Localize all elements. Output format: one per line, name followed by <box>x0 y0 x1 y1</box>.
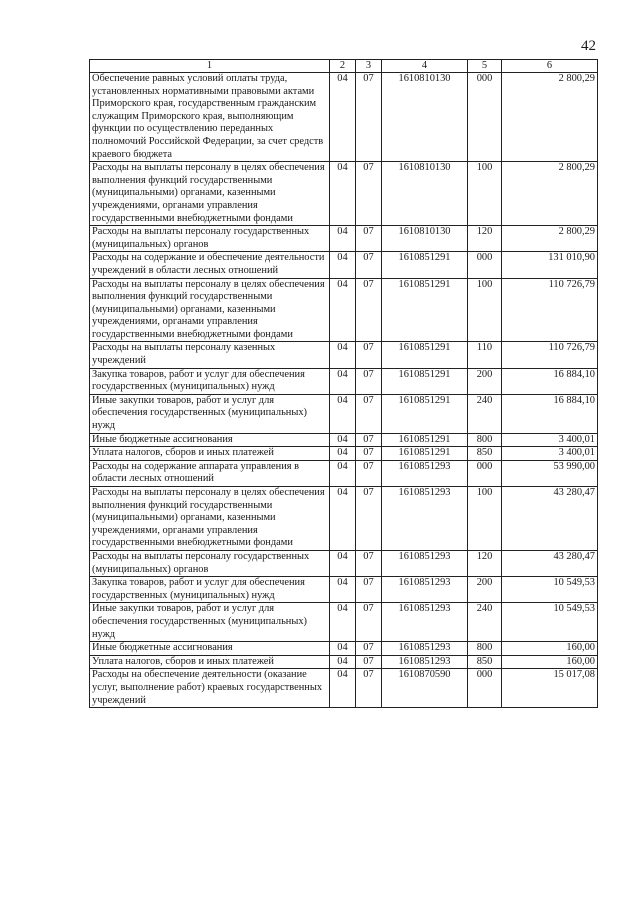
amount: 16 884,10 <box>502 394 598 433</box>
expense-name: Расходы на выплаты персоналу в целях обеспечения выполнения функций государственными (муниципальными) органами, казенными учреждениями, органами управления государственными внебюджетными фондами <box>90 162 330 226</box>
amount: 131 010,90 <box>502 252 598 278</box>
expense-name: Обеспечение равных условий оплаты труда, установленных нормативными правовыми актами Приморского края, государственным гражданским служащим Приморского края, выполняющим функции по осуществлению переданных полномочий Российской Федерации, за счет средств краевого бюджета <box>90 73 330 162</box>
amount: 10 549,53 <box>502 603 598 642</box>
amount: 110 726,79 <box>502 342 598 368</box>
table-row <box>90 603 598 642</box>
target-article-code: 1610851293 <box>382 487 468 551</box>
table-row <box>90 487 598 551</box>
target-article-code: 1610851293 <box>382 460 468 486</box>
header-col-4: 4 <box>382 60 468 73</box>
expense-name: Иные закупки товаров, работ и услуг для обеспечения государственных (муниципальных) нужд <box>90 603 330 642</box>
table-row <box>90 577 598 603</box>
expense-name: Расходы на содержание и обеспечение деятельности учреждений в области лесных отношений <box>90 252 330 278</box>
section-code: 04 <box>330 226 356 252</box>
expense-type-code: 120 <box>468 226 502 252</box>
target-article-code: 1610851293 <box>382 550 468 576</box>
subsection-code: 07 <box>356 394 382 433</box>
section-code: 04 <box>330 433 356 447</box>
expense-name: Расходы на выплаты персоналу в целях обеспечения выполнения функций государственными (муниципальными) органами, казенными учреждениями, органами управления государственными внебюджетными фондами <box>90 278 330 342</box>
table-row <box>90 550 598 576</box>
target-article-code: 1610851291 <box>382 368 468 394</box>
target-article-code: 1610810130 <box>382 162 468 226</box>
subsection-code: 07 <box>356 655 382 669</box>
amount: 2 800,29 <box>502 226 598 252</box>
amount: 3 400,01 <box>502 433 598 447</box>
expense-type-code: 100 <box>468 278 502 342</box>
section-code: 04 <box>330 394 356 433</box>
budget-table <box>89 59 598 708</box>
amount: 10 549,53 <box>502 577 598 603</box>
amount: 43 280,47 <box>502 487 598 551</box>
table-row <box>90 368 598 394</box>
subsection-code: 07 <box>356 642 382 656</box>
section-code: 04 <box>330 278 356 342</box>
expense-type-code: 000 <box>468 669 502 708</box>
expense-type-code: 850 <box>468 447 502 461</box>
amount: 53 990,00 <box>502 460 598 486</box>
expense-name: Иные бюджетные ассигнования <box>90 642 330 656</box>
expense-type-code: 800 <box>468 433 502 447</box>
header-col-2: 2 <box>330 60 356 73</box>
expense-name: Закупка товаров, работ и услуг для обеспечения государственных (муниципальных) нужд <box>90 577 330 603</box>
subsection-code: 07 <box>356 278 382 342</box>
section-code: 04 <box>330 669 356 708</box>
subsection-code: 07 <box>356 447 382 461</box>
expense-type-code: 200 <box>468 368 502 394</box>
expense-name: Иные бюджетные ассигнования <box>90 433 330 447</box>
amount: 160,00 <box>502 655 598 669</box>
subsection-code: 07 <box>356 433 382 447</box>
header-row <box>90 60 598 73</box>
amount: 16 884,10 <box>502 368 598 394</box>
subsection-code: 07 <box>356 226 382 252</box>
expense-name: Расходы на выплаты персоналу казенных учреждений <box>90 342 330 368</box>
expense-type-code: 120 <box>468 550 502 576</box>
section-code: 04 <box>330 252 356 278</box>
table-row <box>90 655 598 669</box>
expense-type-code: 100 <box>468 162 502 226</box>
header-col-5: 5 <box>468 60 502 73</box>
expense-type-code: 110 <box>468 342 502 368</box>
target-article-code: 1610870590 <box>382 669 468 708</box>
table-row <box>90 278 598 342</box>
table-row <box>90 342 598 368</box>
target-article-code: 1610851291 <box>382 252 468 278</box>
expense-type-code: 200 <box>468 577 502 603</box>
table-row <box>90 669 598 708</box>
expense-name: Расходы на содержание аппарата управления в области лесных отношений <box>90 460 330 486</box>
section-code: 04 <box>330 577 356 603</box>
expense-name: Уплата налогов, сборов и иных платежей <box>90 447 330 461</box>
expense-type-code: 850 <box>468 655 502 669</box>
page-number: 42 <box>581 38 596 54</box>
table-row <box>90 162 598 226</box>
subsection-code: 07 <box>356 550 382 576</box>
amount: 2 800,29 <box>502 162 598 226</box>
header-col-3: 3 <box>356 60 382 73</box>
target-article-code: 1610851291 <box>382 394 468 433</box>
section-code: 04 <box>330 368 356 394</box>
expense-name: Уплата налогов, сборов и иных платежей <box>90 655 330 669</box>
amount: 160,00 <box>502 642 598 656</box>
section-code: 04 <box>330 342 356 368</box>
subsection-code: 07 <box>356 487 382 551</box>
expense-name: Расходы на выплаты персоналу государственных (муниципальных) органов <box>90 550 330 576</box>
subsection-code: 07 <box>356 577 382 603</box>
amount: 2 800,29 <box>502 73 598 162</box>
section-code: 04 <box>330 487 356 551</box>
table-row <box>90 73 598 162</box>
table-row <box>90 252 598 278</box>
amount: 43 280,47 <box>502 550 598 576</box>
subsection-code: 07 <box>356 368 382 394</box>
table-row <box>90 226 598 252</box>
subsection-code: 07 <box>356 73 382 162</box>
subsection-code: 07 <box>356 460 382 486</box>
expense-type-code: 000 <box>468 73 502 162</box>
section-code: 04 <box>330 642 356 656</box>
expense-name: Иные закупки товаров, работ и услуг для обеспечения государственных (муниципальных) нужд <box>90 394 330 433</box>
table-row <box>90 447 598 461</box>
target-article-code: 1610851291 <box>382 433 468 447</box>
header-col-6: 6 <box>502 60 598 73</box>
subsection-code: 07 <box>356 252 382 278</box>
table-row <box>90 642 598 656</box>
target-article-code: 1610851293 <box>382 642 468 656</box>
header-col-1: 1 <box>90 60 330 73</box>
expense-type-code: 800 <box>468 642 502 656</box>
table-row <box>90 433 598 447</box>
expense-type-code: 240 <box>468 603 502 642</box>
section-code: 04 <box>330 603 356 642</box>
expense-name: Расходы на обеспечение деятельности (оказание услуг, выполнение работ) краевых государственных учреждений <box>90 669 330 708</box>
target-article-code: 1610810130 <box>382 226 468 252</box>
target-article-code: 1610851293 <box>382 577 468 603</box>
expense-type-code: 000 <box>468 460 502 486</box>
target-article-code: 1610851291 <box>382 278 468 342</box>
subsection-code: 07 <box>356 669 382 708</box>
section-code: 04 <box>330 447 356 461</box>
subsection-code: 07 <box>356 162 382 226</box>
table-row <box>90 460 598 486</box>
section-code: 04 <box>330 550 356 576</box>
target-article-code: 1610851293 <box>382 655 468 669</box>
subsection-code: 07 <box>356 342 382 368</box>
table-row <box>90 394 598 433</box>
amount: 110 726,79 <box>502 278 598 342</box>
expense-type-code: 000 <box>468 252 502 278</box>
amount: 3 400,01 <box>502 447 598 461</box>
target-article-code: 1610851291 <box>382 447 468 461</box>
expense-name: Расходы на выплаты персоналу в целях обеспечения выполнения функций государственными (муниципальными) органами, казенными учреждениями, органами управления государственными внебюджетными фондами <box>90 487 330 551</box>
expense-name: Расходы на выплаты персоналу государственных (муниципальных) органов <box>90 226 330 252</box>
section-code: 04 <box>330 73 356 162</box>
expense-type-code: 100 <box>468 487 502 551</box>
section-code: 04 <box>330 655 356 669</box>
expense-name: Закупка товаров, работ и услуг для обеспечения государственных (муниципальных) нужд <box>90 368 330 394</box>
section-code: 04 <box>330 162 356 226</box>
target-article-code: 1610851293 <box>382 603 468 642</box>
subsection-code: 07 <box>356 603 382 642</box>
section-code: 04 <box>330 460 356 486</box>
target-article-code: 1610851291 <box>382 342 468 368</box>
amount: 15 017,08 <box>502 669 598 708</box>
target-article-code: 1610810130 <box>382 73 468 162</box>
expense-type-code: 240 <box>468 394 502 433</box>
